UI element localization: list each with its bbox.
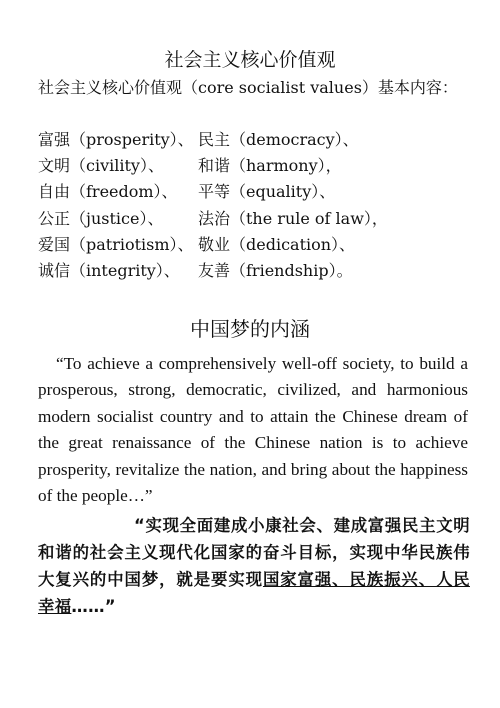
value-item: 文明（civility）、 — [38, 156, 164, 176]
chinese-quote-text: “实现全面建成小康社会、建成富强民主文明和谐的社会主义现代化国家的奋斗目标，实现中华民族伟大复兴的中国梦，就是要实现 — [38, 516, 470, 589]
value-item: 诚信（integrity）、 — [38, 260, 180, 280]
page-title: 社会主义核心价值观 — [164, 49, 336, 71]
values-row — [38, 179, 478, 205]
value-item: 爱国（patriotism）、 — [38, 234, 194, 254]
values-row — [38, 232, 478, 258]
value-item: 友善（friendship）。 — [198, 260, 353, 280]
section-title: 中国梦的内涵 — [190, 317, 310, 341]
value-item: 民主（democracy）、 — [198, 130, 359, 149]
values-subtitle: 社会主义核心价值观（core socialist values）基本内容： — [38, 78, 458, 97]
chinese-quote-ending: ……” — [71, 597, 116, 616]
value-item: 平等（equality）、 — [198, 182, 336, 202]
value-item: 敬业（dedication）、 — [198, 234, 356, 254]
value-item: 公正（justice）、 — [38, 208, 164, 228]
values-row — [38, 206, 478, 232]
value-item: 和谐（harmony）， — [198, 156, 342, 176]
chinese-quote — [38, 512, 470, 620]
values-row — [38, 127, 478, 153]
value-item: 法治（the rule of law）， — [198, 208, 388, 228]
values-row — [38, 153, 478, 179]
values-row — [38, 258, 478, 284]
chinese-quote-underlined: 国家富强、民族振兴、人民幸福 — [38, 570, 470, 616]
value-item: 自由（freedom）、 — [38, 182, 178, 202]
core-values-list — [38, 127, 478, 284]
english-quote: “To achieve a comprehensively well-off society, to build a prosperous, strong, democratic, civilized, and harmonious modern socialist country and to attain the Chinese dream of the great renaissance of the Chinese nation is to achieve prosperity, revitalize the nation, and bring about the happiness of the people…” — [38, 354, 468, 506]
value-item: 富强（prosperity）、 — [38, 130, 194, 149]
